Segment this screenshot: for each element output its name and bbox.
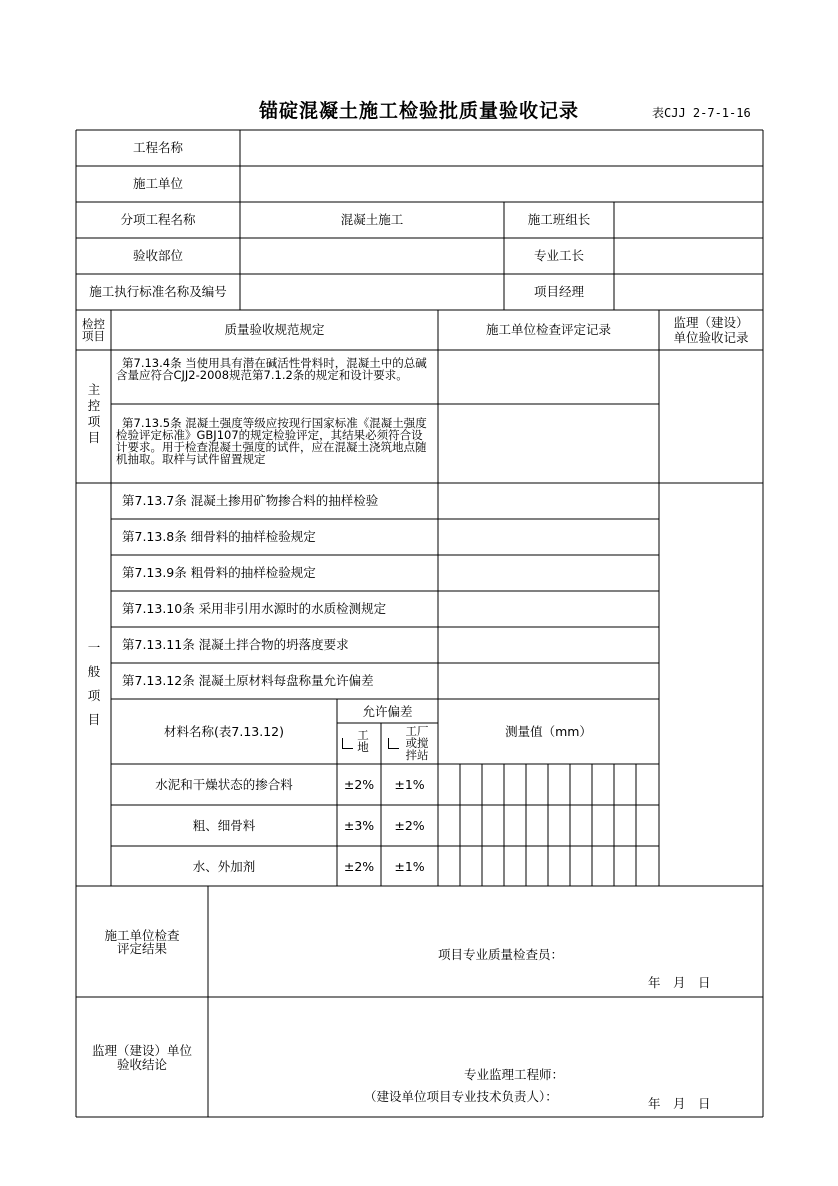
contractor-result-label-2: 评定结果 xyxy=(116,941,167,956)
material-header: 材料名称(表7.13.12) xyxy=(164,724,284,739)
plant-tolerance: ±2% xyxy=(394,818,425,833)
contractor-record-header: 施工单位检查评定记录 xyxy=(485,322,611,337)
acceptance-part-label: 验收部位 xyxy=(132,248,183,263)
site-header: 工地 xyxy=(357,728,369,754)
site-tolerance: ±2% xyxy=(343,777,375,792)
project-manager-label: 项目经理 xyxy=(533,284,584,299)
supervising-engineer-label: 专业监理工程师： xyxy=(464,1067,565,1082)
sub-project-value: 混凝土施工 xyxy=(340,212,404,227)
supervisor-result-label-2: 验收结论 xyxy=(116,1057,167,1072)
supervisor-result-label: 监理（建设）单位 xyxy=(91,1043,192,1058)
material-name: 水、外加剂 xyxy=(192,859,256,874)
general-item-row: 第7.13.12条 混凝土原材料每盘称量允许偏差 xyxy=(122,673,374,688)
plant-tolerance: ±1% xyxy=(394,859,425,874)
general-items-label: 一 般 项 目 xyxy=(87,640,101,727)
form-title: 锚碇混凝土施工检验批质量验收记录 xyxy=(258,100,579,122)
foreman-label: 专业工长 xyxy=(533,248,584,263)
standard-label: 施工执行标准名称及编号 xyxy=(89,284,227,299)
quality-inspector-label: 项目专业质量检查员： xyxy=(438,947,564,962)
contractor-date: 年 月 日 xyxy=(648,975,711,990)
general-item-row: 第7.13.11条 混凝土拌合物的坍落度要求 xyxy=(122,637,349,652)
construction-unit-label: 施工单位 xyxy=(132,176,183,191)
general-item-row: 第7.13.8条 细骨料的抽样检验规定 xyxy=(122,529,316,544)
main-item-row: 第7.13.5条 混凝土强度等级应按现行国家标准《混凝土强度检验评定标准》GBJ107的规定检验评定，其结果必须符合设计要求。用于检查混凝土强度的试件，应在混凝土浇筑地点随机抽取。取样与试件留置规定 xyxy=(116,416,427,466)
general-item-row: 第7.13.10条 采用非引用水源时的水质检测规定 xyxy=(122,601,387,616)
general-item-row: 第7.13.7条 混凝土掺用矿物掺合料的抽样检验 xyxy=(122,493,379,508)
regulation-header: 质量验收规范规定 xyxy=(224,322,325,337)
contractor-result-label: 施工单位检查 xyxy=(104,928,180,943)
main-item-row: 第7.13.4条 当使用具有潜在碱活性骨料时，混凝土中的总碱含量应符合CJJ2-2008规范第7.1.2条的规定和设计要求。 xyxy=(116,356,427,382)
plant-checkbox[interactable] xyxy=(388,738,399,749)
plant-tolerance: ±1% xyxy=(394,777,425,792)
site-tolerance: ±2% xyxy=(343,859,375,874)
supervisor-record-header: 监理（建设） xyxy=(673,315,749,330)
tolerance-header: 允许偏差 xyxy=(362,704,413,719)
site-tolerance: ±3% xyxy=(343,818,375,833)
plant-header: 工厂或搅拌站 xyxy=(405,724,429,762)
general-item-row: 第7.13.9条 粗骨料的抽样检验规定 xyxy=(122,565,316,580)
control-item-header: 检控项目 xyxy=(82,317,105,343)
material-name: 粗、细骨料 xyxy=(192,818,256,833)
site-checkbox[interactable] xyxy=(342,738,353,749)
material-name: 水泥和干燥状态的掺合料 xyxy=(155,777,293,792)
sub-project-label: 分项工程名称 xyxy=(120,212,196,227)
measure-header: 测量值（mm） xyxy=(505,724,592,739)
team-leader-label: 施工班组长 xyxy=(527,212,591,227)
owner-representative-label: （建设单位项目专业技术负责人）： xyxy=(364,1089,558,1104)
supervisor-record-header-2: 单位验收记录 xyxy=(673,330,749,345)
main-items-label: 主 控 项 目 xyxy=(87,382,101,445)
project-name-label: 工程名称 xyxy=(132,140,183,155)
form-code: 表CJJ 2-7-1-16 xyxy=(652,106,751,120)
supervisor-date: 年 月 日 xyxy=(648,1096,711,1111)
